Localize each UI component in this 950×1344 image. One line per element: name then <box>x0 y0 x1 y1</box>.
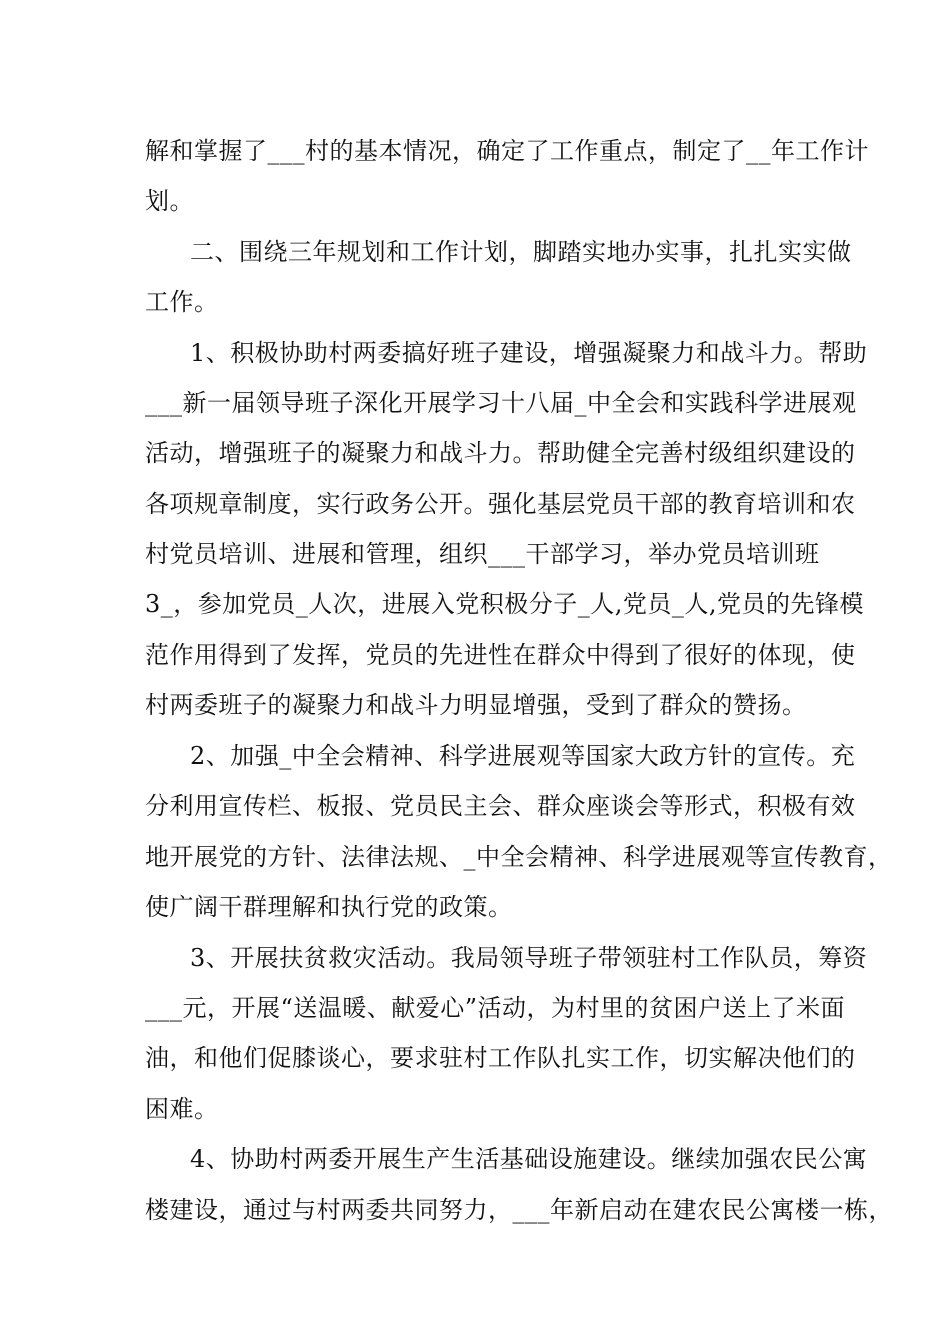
text-line: 活动，增强班子的凝聚力和战斗力。帮助健全完善村级组织建设的 <box>145 439 856 467</box>
text-line: 解和掌握了___村的基本情况，确定了工作重点，制定了__年工作计 <box>145 137 869 165</box>
text-line: 村两委班子的凝聚力和战斗力明显增强，受到了群众的赞扬。 <box>145 691 807 719</box>
text-line: 楼建设，通过与村两委共同努力，___年新启动在建农民公寓楼一栋， <box>145 1196 893 1224</box>
text-line: 困难。 <box>145 1095 219 1123</box>
paragraph-start: 3、开展扶贫救灾活动。我局领导班子带领驻村工作队员，筹资 <box>190 944 868 972</box>
text-line: 村党员培训、进展和管理，组织___干部学习，举办党员培训班 <box>145 540 820 568</box>
text-line: 油，和他们促膝谈心，要求驻村工作队扎实工作，切实解决他们的 <box>145 1044 856 1072</box>
text-line: 工作。 <box>145 288 219 316</box>
section-heading: 二、围绕三年规划和工作计划，脚踏实地办实事，扎扎实实做 <box>190 238 852 266</box>
text-line: ___元，开展“送温暖、献爱心”活动，为村里的贫困户送上了米面 <box>145 994 846 1022</box>
text-line: 3_，参加党员_人次，进展入党积极分子_人,党员_人,党员的先锋模 <box>145 590 865 618</box>
text-line: 各项规章制度，实行政务公开。强化基层党员干部的教育培训和农 <box>145 490 856 518</box>
paragraph-start: 2、加强_中全会精神、科学进展观等国家大政方针的宣传。充 <box>190 742 856 770</box>
text-line: 使广阔干群理解和执行党的政策。 <box>145 893 513 921</box>
paragraph-start: 4、协助村两委开展生产生活基础设施建设。继续加强农民公寓 <box>190 1145 868 1173</box>
text-line: 分利用宣传栏、板报、党员民主会、群众座谈会等形式，积极有效 <box>145 792 856 820</box>
text-line: 范作用得到了发挥，党员的先进性在群众中得到了很好的体现，使 <box>145 641 856 669</box>
text-line: 地开展党的方针、法律法规、_中全会精神、科学进展观等宣传教育， <box>145 843 893 871</box>
paragraph-start: 1、积极协助村两委搞好班子建设，增强凝聚力和战斗力。帮助 <box>190 339 868 367</box>
text-line: 划。 <box>145 187 194 215</box>
text-line: ___新一届领导班子深化开展学习十八届_中全会和实践科学进展观 <box>145 389 857 417</box>
